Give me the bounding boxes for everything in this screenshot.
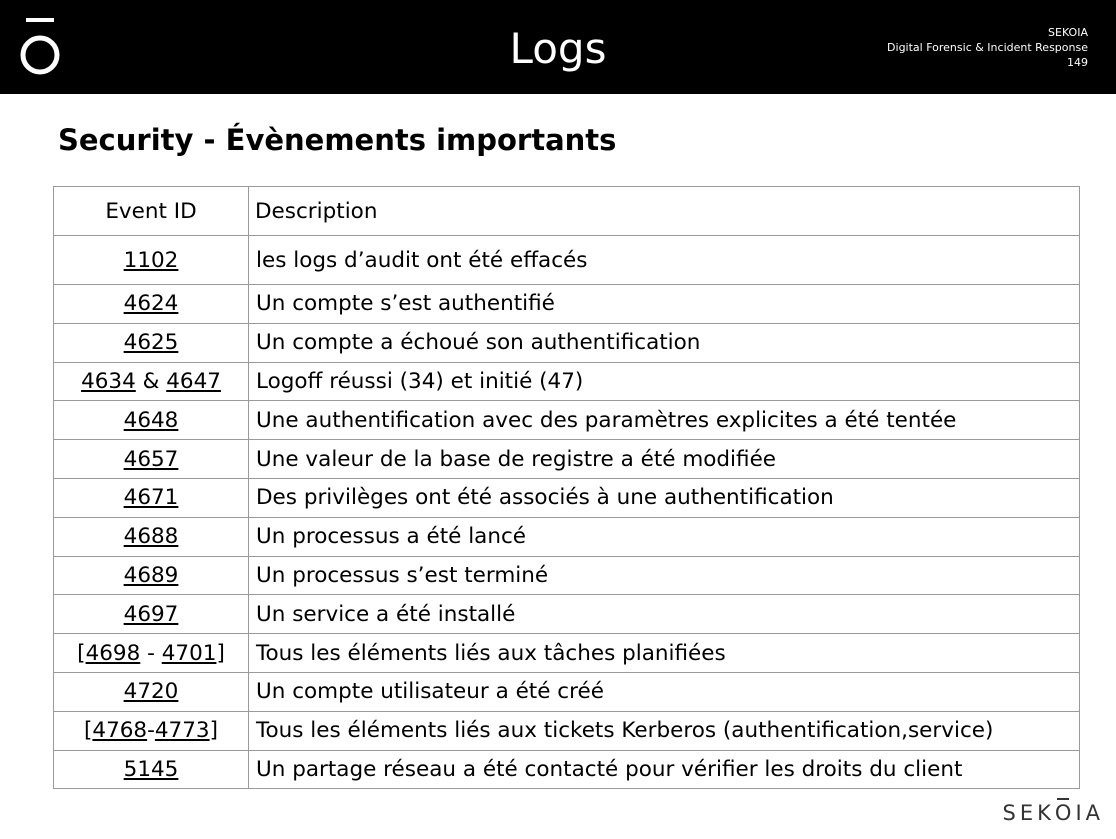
event-id-cell — [54, 323, 249, 362]
table-row — [54, 517, 1080, 556]
table-row — [54, 750, 1080, 789]
event-id-link[interactable]: 4768 — [92, 718, 148, 744]
event-description: Un compte s’est authentifié — [249, 285, 1080, 324]
event-description: Une valeur de la base de registre a été modifiée — [249, 440, 1080, 479]
event-description: les logs d’audit ont été effacés — [249, 236, 1080, 285]
event-description: Un compte a échoué son authentification — [249, 323, 1080, 362]
event-id-link[interactable]: 4657 — [123, 446, 179, 472]
event-id-link[interactable]: 4698 — [85, 640, 141, 666]
company-name: SEKOIA — [1048, 26, 1088, 39]
event-id-link[interactable]: 4688 — [123, 524, 179, 550]
event-id-link[interactable]: 4648 — [123, 407, 179, 433]
event-id-link[interactable]: 4701 — [161, 640, 217, 666]
table-row — [54, 285, 1080, 324]
events-table — [53, 186, 1080, 789]
event-id-cell — [54, 711, 249, 750]
event-id-separator: ] — [216, 640, 225, 666]
event-id-separator: [ — [77, 640, 86, 666]
table-body — [54, 236, 1080, 789]
event-id-separator: - — [140, 640, 162, 666]
table-row — [54, 236, 1080, 285]
event-id-link[interactable]: 4624 — [123, 291, 179, 317]
page-number: 149 — [1067, 56, 1088, 69]
event-description: Un partage réseau a été contacté pour vérifier les droits du client — [249, 750, 1080, 789]
event-id-link[interactable]: 1102 — [123, 247, 179, 273]
event-id-cell — [54, 478, 249, 517]
header-meta — [887, 25, 1088, 70]
event-id-link[interactable]: 4697 — [123, 601, 179, 627]
event-id-cell — [54, 236, 249, 285]
event-id-cell — [54, 517, 249, 556]
event-id-link[interactable]: 4720 — [123, 679, 179, 705]
event-id-cell — [54, 672, 249, 711]
event-id-link[interactable]: 4689 — [123, 562, 179, 588]
table-header-row — [54, 187, 1080, 236]
event-id-separator: - — [147, 718, 155, 744]
event-description: Des privilèges ont été associés à une authentification — [249, 478, 1080, 517]
event-id-cell — [54, 634, 249, 673]
table-row — [54, 634, 1080, 673]
table-row — [54, 556, 1080, 595]
header-description: Description — [249, 187, 1080, 236]
table-row — [54, 672, 1080, 711]
event-description: Logoff réussi (34) et initié (47) — [249, 362, 1080, 401]
footer-logo-o: O — [1054, 801, 1076, 825]
section-title: Security - Évènements importants — [58, 123, 617, 157]
table-row — [54, 362, 1080, 401]
event-id-cell — [54, 440, 249, 479]
table-row — [54, 401, 1080, 440]
event-id-link[interactable]: 4647 — [166, 368, 221, 394]
event-id-cell — [54, 285, 249, 324]
table-row — [54, 440, 1080, 479]
header-event-id: Event ID — [54, 187, 249, 236]
event-description: Tous les éléments liés aux tâches planifiées — [249, 634, 1080, 673]
event-id-link[interactable]: 4625 — [123, 330, 179, 356]
table-row — [54, 323, 1080, 362]
table-row — [54, 711, 1080, 750]
event-description: Une authentification avec des paramètres explicites a été tentée — [249, 401, 1080, 440]
event-id-cell — [54, 401, 249, 440]
event-description: Un processus s’est terminé — [249, 556, 1080, 595]
event-id-link[interactable]: 4671 — [123, 485, 179, 511]
event-id-cell — [54, 750, 249, 789]
event-id-link[interactable]: 4634 — [81, 368, 136, 394]
table-row — [54, 595, 1080, 634]
event-id-separator: ] — [209, 718, 218, 744]
table-row — [54, 478, 1080, 517]
footer-logo — [1003, 801, 1104, 825]
event-id-separator: [ — [84, 718, 93, 744]
event-description: Un service a été installé — [249, 595, 1080, 634]
footer-logo-part: SEK — [1002, 801, 1055, 825]
footer-logo-part: IA — [1075, 801, 1104, 825]
event-id-cell — [54, 556, 249, 595]
event-id-link[interactable]: 4773 — [154, 718, 210, 744]
event-id-separator: & — [135, 368, 167, 394]
event-description: Un compte utilisateur a été créé — [249, 672, 1080, 711]
event-id-cell — [54, 362, 249, 401]
slide-header — [0, 0, 1116, 94]
event-id-link[interactable]: 5145 — [123, 756, 179, 782]
event-id-cell — [54, 595, 249, 634]
event-description: Un processus a été lancé — [249, 517, 1080, 556]
event-description: Tous les éléments liés aux tickets Kerberos (authentification,service) — [249, 711, 1080, 750]
course-name: Digital Forensic & Incident Response — [887, 41, 1088, 54]
page-title: Logs — [509, 24, 607, 73]
